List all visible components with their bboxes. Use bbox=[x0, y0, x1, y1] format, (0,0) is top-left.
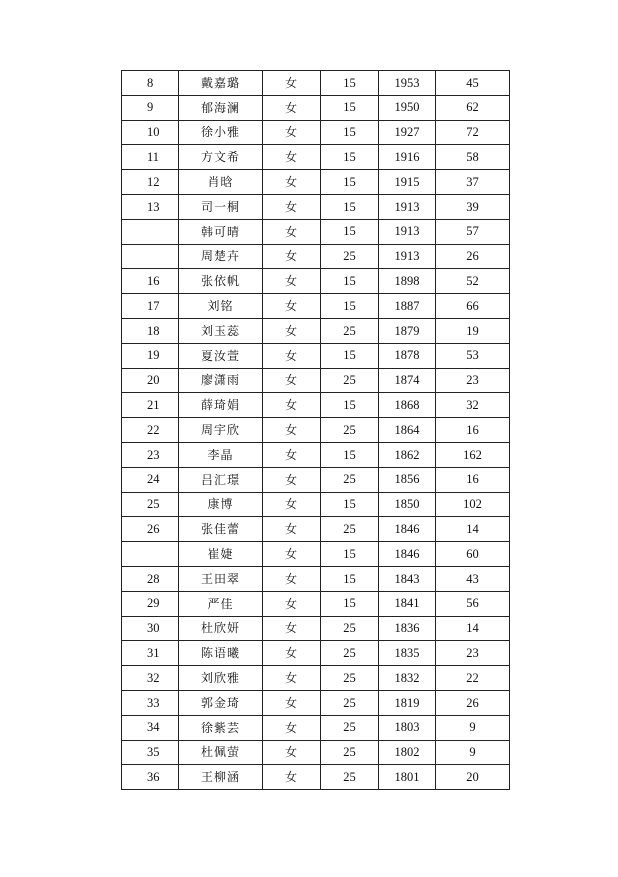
name-cell: 张依帆 bbox=[179, 269, 263, 294]
count-cell: 43 bbox=[436, 566, 510, 591]
rank-cell: 34 bbox=[122, 715, 179, 740]
name-cell: 康博 bbox=[179, 492, 263, 517]
gender-cell: 女 bbox=[263, 492, 321, 517]
score-cell: 1841 bbox=[379, 591, 436, 616]
table-row bbox=[122, 418, 510, 443]
score-cell: 1843 bbox=[379, 566, 436, 591]
gender-cell: 女 bbox=[263, 690, 321, 715]
age-cell: 15 bbox=[321, 393, 379, 418]
count-cell: 52 bbox=[436, 269, 510, 294]
age-cell: 25 bbox=[321, 418, 379, 443]
rank-cell: 35 bbox=[122, 740, 179, 765]
count-cell: 16 bbox=[436, 467, 510, 492]
count-cell: 53 bbox=[436, 343, 510, 368]
gender-cell: 女 bbox=[263, 343, 321, 368]
count-cell: 66 bbox=[436, 294, 510, 319]
age-cell: 25 bbox=[321, 467, 379, 492]
gender-cell: 女 bbox=[263, 517, 321, 542]
score-cell: 1898 bbox=[379, 269, 436, 294]
count-cell: 16 bbox=[436, 418, 510, 443]
gender-cell: 女 bbox=[263, 145, 321, 170]
gender-cell: 女 bbox=[263, 219, 321, 244]
gender-cell: 女 bbox=[263, 666, 321, 691]
table-row bbox=[122, 666, 510, 691]
name-cell: 严佳 bbox=[179, 591, 263, 616]
table-row bbox=[122, 566, 510, 591]
rank-cell bbox=[122, 219, 179, 244]
name-cell: 方文希 bbox=[179, 145, 263, 170]
table-row bbox=[122, 517, 510, 542]
count-cell: 32 bbox=[436, 393, 510, 418]
age-cell: 15 bbox=[321, 542, 379, 567]
score-cell: 1850 bbox=[379, 492, 436, 517]
gender-cell: 女 bbox=[263, 95, 321, 120]
age-cell: 15 bbox=[321, 269, 379, 294]
gender-cell: 女 bbox=[263, 641, 321, 666]
rank-cell: 32 bbox=[122, 666, 179, 691]
score-cell: 1835 bbox=[379, 641, 436, 666]
table-row bbox=[122, 393, 510, 418]
name-cell: 司一桐 bbox=[179, 194, 263, 219]
rank-cell: 26 bbox=[122, 517, 179, 542]
name-cell: 刘欣雅 bbox=[179, 666, 263, 691]
score-cell: 1862 bbox=[379, 442, 436, 467]
name-cell: 韩可晴 bbox=[179, 219, 263, 244]
count-cell: 9 bbox=[436, 715, 510, 740]
name-cell: 徐紫芸 bbox=[179, 715, 263, 740]
score-cell: 1874 bbox=[379, 368, 436, 393]
name-cell: 陈语曦 bbox=[179, 641, 263, 666]
score-cell: 1887 bbox=[379, 294, 436, 319]
table-row bbox=[122, 368, 510, 393]
score-cell: 1832 bbox=[379, 666, 436, 691]
table-row bbox=[122, 120, 510, 145]
score-cell: 1803 bbox=[379, 715, 436, 740]
name-cell: 戴嘉璐 bbox=[179, 71, 263, 96]
score-cell: 1864 bbox=[379, 418, 436, 443]
table-row bbox=[122, 591, 510, 616]
rank-cell: 11 bbox=[122, 145, 179, 170]
name-cell: 王柳涵 bbox=[179, 765, 263, 790]
gender-cell: 女 bbox=[263, 170, 321, 195]
name-cell: 杜佩萤 bbox=[179, 740, 263, 765]
age-cell: 15 bbox=[321, 170, 379, 195]
gender-cell: 女 bbox=[263, 393, 321, 418]
age-cell: 25 bbox=[321, 690, 379, 715]
age-cell: 25 bbox=[321, 641, 379, 666]
score-cell: 1915 bbox=[379, 170, 436, 195]
rank-cell: 18 bbox=[122, 318, 179, 343]
count-cell: 23 bbox=[436, 368, 510, 393]
gender-cell: 女 bbox=[263, 71, 321, 96]
count-cell: 45 bbox=[436, 71, 510, 96]
score-cell: 1819 bbox=[379, 690, 436, 715]
table-row bbox=[122, 641, 510, 666]
count-cell: 57 bbox=[436, 219, 510, 244]
count-cell: 102 bbox=[436, 492, 510, 517]
gender-cell: 女 bbox=[263, 244, 321, 269]
age-cell: 15 bbox=[321, 120, 379, 145]
rank-cell: 19 bbox=[122, 343, 179, 368]
score-cell: 1913 bbox=[379, 244, 436, 269]
table-row bbox=[122, 294, 510, 319]
count-cell: 37 bbox=[436, 170, 510, 195]
table-row bbox=[122, 219, 510, 244]
name-cell: 刘铭 bbox=[179, 294, 263, 319]
gender-cell: 女 bbox=[263, 318, 321, 343]
rank-cell: 10 bbox=[122, 120, 179, 145]
count-cell: 26 bbox=[436, 690, 510, 715]
score-cell: 1913 bbox=[379, 219, 436, 244]
name-cell: 薛琦娟 bbox=[179, 393, 263, 418]
rank-cell: 8 bbox=[122, 71, 179, 96]
count-cell: 39 bbox=[436, 194, 510, 219]
age-cell: 15 bbox=[321, 591, 379, 616]
name-cell: 崔婕 bbox=[179, 542, 263, 567]
count-cell: 14 bbox=[436, 517, 510, 542]
age-cell: 25 bbox=[321, 368, 379, 393]
rank-cell: 28 bbox=[122, 566, 179, 591]
table-row bbox=[122, 71, 510, 96]
age-cell: 15 bbox=[321, 71, 379, 96]
age-cell: 15 bbox=[321, 442, 379, 467]
count-cell: 14 bbox=[436, 616, 510, 641]
age-cell: 25 bbox=[321, 318, 379, 343]
table-row bbox=[122, 95, 510, 120]
name-cell: 刘玉蕊 bbox=[179, 318, 263, 343]
rank-cell: 30 bbox=[122, 616, 179, 641]
age-cell: 15 bbox=[321, 492, 379, 517]
ranking-table bbox=[121, 70, 510, 790]
rank-cell: 25 bbox=[122, 492, 179, 517]
rank-cell: 24 bbox=[122, 467, 179, 492]
table-row bbox=[122, 343, 510, 368]
score-cell: 1802 bbox=[379, 740, 436, 765]
gender-cell: 女 bbox=[263, 542, 321, 567]
table-row bbox=[122, 492, 510, 517]
count-cell: 9 bbox=[436, 740, 510, 765]
rank-cell bbox=[122, 244, 179, 269]
table-row bbox=[122, 442, 510, 467]
rank-cell bbox=[122, 542, 179, 567]
rank-cell: 23 bbox=[122, 442, 179, 467]
name-cell: 李晶 bbox=[179, 442, 263, 467]
age-cell: 15 bbox=[321, 194, 379, 219]
score-cell: 1879 bbox=[379, 318, 436, 343]
rank-cell: 12 bbox=[122, 170, 179, 195]
table-row bbox=[122, 194, 510, 219]
score-cell: 1878 bbox=[379, 343, 436, 368]
table-row bbox=[122, 740, 510, 765]
rank-cell: 16 bbox=[122, 269, 179, 294]
age-cell: 15 bbox=[321, 145, 379, 170]
table-row bbox=[122, 145, 510, 170]
count-cell: 60 bbox=[436, 542, 510, 567]
rank-cell: 36 bbox=[122, 765, 179, 790]
count-cell: 19 bbox=[436, 318, 510, 343]
count-cell: 26 bbox=[436, 244, 510, 269]
age-cell: 25 bbox=[321, 666, 379, 691]
gender-cell: 女 bbox=[263, 715, 321, 740]
age-cell: 25 bbox=[321, 244, 379, 269]
count-cell: 56 bbox=[436, 591, 510, 616]
score-cell: 1913 bbox=[379, 194, 436, 219]
name-cell: 杜欣妍 bbox=[179, 616, 263, 641]
age-cell: 15 bbox=[321, 343, 379, 368]
count-cell: 62 bbox=[436, 95, 510, 120]
age-cell: 15 bbox=[321, 294, 379, 319]
gender-cell: 女 bbox=[263, 368, 321, 393]
score-cell: 1953 bbox=[379, 71, 436, 96]
rank-cell: 20 bbox=[122, 368, 179, 393]
rank-cell: 29 bbox=[122, 591, 179, 616]
gender-cell: 女 bbox=[263, 442, 321, 467]
age-cell: 25 bbox=[321, 715, 379, 740]
table-row bbox=[122, 170, 510, 195]
gender-cell: 女 bbox=[263, 591, 321, 616]
name-cell: 徐小雅 bbox=[179, 120, 263, 145]
name-cell: 王田翠 bbox=[179, 566, 263, 591]
gender-cell: 女 bbox=[263, 740, 321, 765]
name-cell: 吕汇璟 bbox=[179, 467, 263, 492]
name-cell: 夏汝萱 bbox=[179, 343, 263, 368]
gender-cell: 女 bbox=[263, 566, 321, 591]
table-row bbox=[122, 690, 510, 715]
score-cell: 1927 bbox=[379, 120, 436, 145]
age-cell: 15 bbox=[321, 566, 379, 591]
gender-cell: 女 bbox=[263, 269, 321, 294]
score-cell: 1846 bbox=[379, 517, 436, 542]
score-cell: 1950 bbox=[379, 95, 436, 120]
name-cell: 张佳蕾 bbox=[179, 517, 263, 542]
rank-cell: 21 bbox=[122, 393, 179, 418]
name-cell: 肖晗 bbox=[179, 170, 263, 195]
gender-cell: 女 bbox=[263, 467, 321, 492]
age-cell: 15 bbox=[321, 219, 379, 244]
name-cell: 廖潇雨 bbox=[179, 368, 263, 393]
count-cell: 23 bbox=[436, 641, 510, 666]
age-cell: 25 bbox=[321, 616, 379, 641]
rank-cell: 31 bbox=[122, 641, 179, 666]
table-row bbox=[122, 269, 510, 294]
age-cell: 25 bbox=[321, 740, 379, 765]
gender-cell: 女 bbox=[263, 616, 321, 641]
gender-cell: 女 bbox=[263, 194, 321, 219]
table-row bbox=[122, 467, 510, 492]
gender-cell: 女 bbox=[263, 418, 321, 443]
gender-cell: 女 bbox=[263, 120, 321, 145]
age-cell: 25 bbox=[321, 517, 379, 542]
name-cell: 郁海澜 bbox=[179, 95, 263, 120]
rank-cell: 22 bbox=[122, 418, 179, 443]
gender-cell: 女 bbox=[263, 765, 321, 790]
ranking-table-body bbox=[122, 71, 510, 790]
table-row bbox=[122, 715, 510, 740]
rank-cell: 17 bbox=[122, 294, 179, 319]
count-cell: 58 bbox=[436, 145, 510, 170]
score-cell: 1916 bbox=[379, 145, 436, 170]
count-cell: 72 bbox=[436, 120, 510, 145]
score-cell: 1801 bbox=[379, 765, 436, 790]
table-row bbox=[122, 542, 510, 567]
score-cell: 1868 bbox=[379, 393, 436, 418]
name-cell: 郭金琦 bbox=[179, 690, 263, 715]
rank-cell: 9 bbox=[122, 95, 179, 120]
rank-cell: 13 bbox=[122, 194, 179, 219]
table-row bbox=[122, 318, 510, 343]
rank-cell: 33 bbox=[122, 690, 179, 715]
score-cell: 1846 bbox=[379, 542, 436, 567]
age-cell: 15 bbox=[321, 95, 379, 120]
count-cell: 20 bbox=[436, 765, 510, 790]
table-row bbox=[122, 616, 510, 641]
score-cell: 1856 bbox=[379, 467, 436, 492]
name-cell: 周宇欣 bbox=[179, 418, 263, 443]
table-row bbox=[122, 765, 510, 790]
count-cell: 162 bbox=[436, 442, 510, 467]
name-cell: 周楚卉 bbox=[179, 244, 263, 269]
age-cell: 25 bbox=[321, 765, 379, 790]
gender-cell: 女 bbox=[263, 294, 321, 319]
count-cell: 22 bbox=[436, 666, 510, 691]
score-cell: 1836 bbox=[379, 616, 436, 641]
table-row bbox=[122, 244, 510, 269]
